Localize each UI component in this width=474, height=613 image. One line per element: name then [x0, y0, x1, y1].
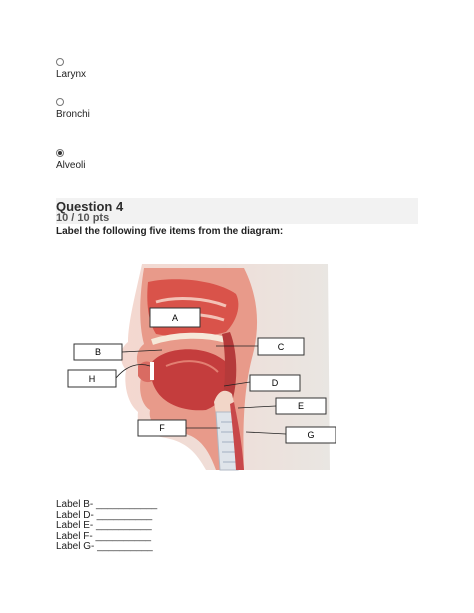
- label-e-text: E: [297, 401, 305, 411]
- label-b-text: B: [94, 347, 102, 357]
- answer-b: Label B- ___________: [56, 499, 158, 510]
- radio-button[interactable]: [56, 98, 64, 106]
- question-title: Question 4: [56, 199, 124, 214]
- label-box-b: [74, 344, 122, 360]
- label-c-text: C: [277, 342, 285, 352]
- label-g-text: G: [307, 430, 315, 440]
- anatomy-diagram: [66, 262, 336, 472]
- label-box-c: [258, 338, 304, 355]
- label-box-e: [276, 398, 326, 414]
- option-alveoli[interactable]: [56, 149, 85, 171]
- option-label: Larynx: [56, 69, 87, 80]
- question-points: 10 / 10 pts: [56, 212, 110, 224]
- answer-d: Label D- __________: [56, 509, 153, 521]
- label-box-h: [68, 370, 116, 387]
- answer-list: [56, 500, 157, 553]
- question-prompt: Label the following five items from the diagram:: [56, 226, 284, 237]
- label-box-a: [150, 308, 200, 327]
- label-box-g: [286, 427, 336, 443]
- label-f-text: F: [159, 423, 165, 433]
- option-label: Bronchi: [56, 109, 90, 120]
- question-header: [56, 198, 418, 224]
- label-box-f: [138, 420, 186, 436]
- label-box-d: [250, 375, 300, 391]
- teeth: [150, 362, 154, 380]
- answer-g: Label G- __________: [56, 541, 153, 553]
- label-h-text: H: [88, 374, 96, 384]
- option-larynx[interactable]: [56, 58, 86, 80]
- label-d-text: D: [271, 378, 279, 388]
- option-label: Alveoli: [56, 160, 86, 171]
- option-bronchi[interactable]: [56, 98, 90, 120]
- answer-f: Label F- __________: [56, 530, 152, 542]
- answer-e: Label E- __________: [56, 520, 152, 532]
- radio-button[interactable]: [56, 58, 64, 66]
- label-a-text: A: [171, 313, 179, 323]
- radio-button-selected[interactable]: [56, 149, 64, 157]
